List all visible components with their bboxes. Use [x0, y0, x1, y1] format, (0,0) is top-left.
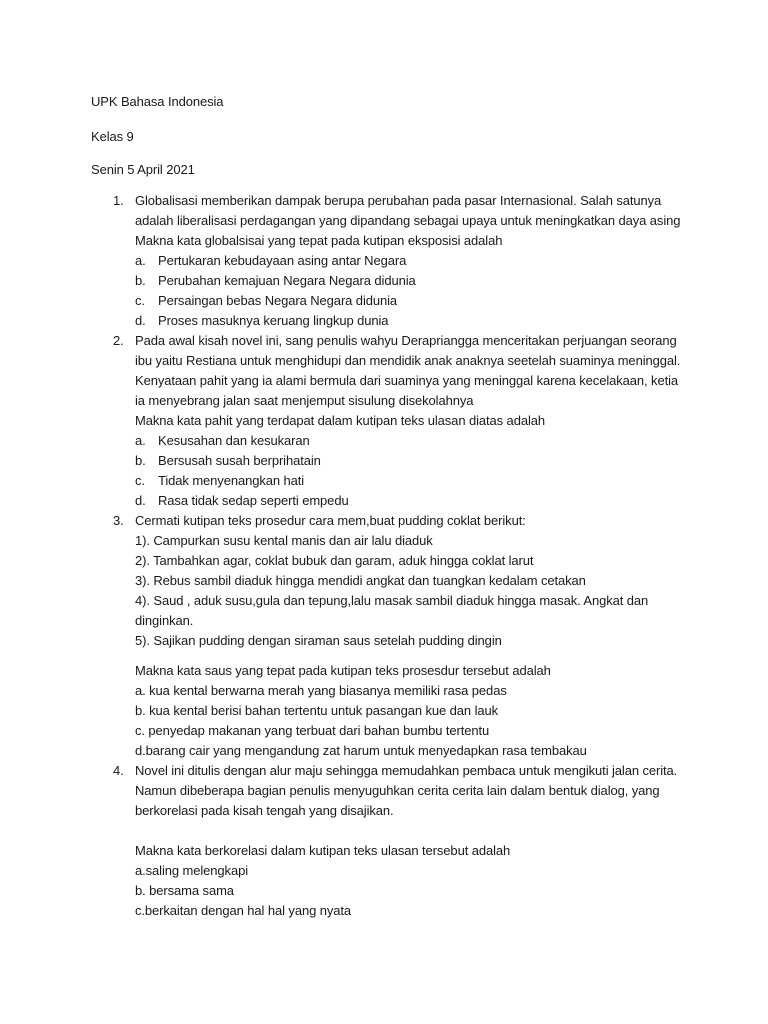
- question-4-line: Namun dibeberapa bagian penulis menyuguhkan cerita cerita lain dalam bentuk dialog, yang: [135, 783, 660, 798]
- option-text: Perubahan kemajuan Negara Negara didunia: [158, 273, 416, 288]
- question-3-prompt: Makna kata saus yang tepat pada kutipan teks prosesdur tersebut adalah: [135, 663, 551, 678]
- option-letter: c.: [135, 293, 145, 308]
- option-text: Persaingan bebas Negara Negara didunia: [158, 293, 398, 308]
- option-text: b. kua kental berisi bahan tertentu untuk pasangan kue dan lauk: [135, 703, 499, 718]
- question-4-line: berkorelasi pada kisah tengah yang disajikan.: [135, 803, 394, 818]
- question-2-prompt: Makna kata pahit yang terdapat dalam kutipan teks ulasan diatas adalah: [135, 413, 545, 428]
- question-3-line: Cermati kutipan teks prosedur cara mem,buat pudding coklat berikut:: [135, 513, 526, 528]
- option-letter: b.: [135, 453, 146, 468]
- option-letter: a.: [135, 253, 146, 268]
- procedure-step: 4). Saud , aduk susu,gula dan tepung,lalu masak sambil diaduk hingga masak. Angkat dan: [135, 593, 649, 608]
- question-4-prompt: Makna kata berkorelasi dalam kutipan teks ulasan tersebut adalah: [135, 843, 511, 858]
- question-1-prompt: Makna kata globalsisai yang tepat pada kutipan eksposisi adalah: [135, 233, 503, 248]
- procedure-step: 1). Campurkan susu kental manis dan air lalu diaduk: [135, 533, 433, 548]
- option-text: Bersusah susah berprihatain: [158, 453, 321, 468]
- option-letter: d.: [135, 493, 146, 508]
- option-letter: c.: [135, 473, 145, 488]
- question-2-line: ia menyebrang jalan saat menjemput sisulung disekolahnya: [135, 393, 474, 408]
- question-2-line: Pada awal kisah novel ini, sang penulis wahyu Derapriangga menceritakan perjuangan seorang: [135, 333, 677, 348]
- option-text: d.barang cair yang mengandung zat harum untuk menyedapkan rasa tembakau: [135, 743, 587, 758]
- question-4-line: Novel ini ditulis dengan alur maju sehingga memudahkan pembaca untuk mengikuti jalan cerita.: [135, 763, 678, 778]
- question-1-line: adalah liberalisasi perdagangan yang dipandang sebagai upaya untuk meningkatkan daya asing: [135, 213, 681, 228]
- procedure-step: 3). Rebus sambil diaduk hingga mendidi angkat dan tuangkan kedalam cetakan: [135, 573, 586, 588]
- grade-label: Kelas 9: [91, 129, 134, 144]
- option-letter: b.: [135, 273, 146, 288]
- procedure-step: dinginkan.: [135, 613, 194, 628]
- question-2-line: Kenyataan pahit yang ia alami bermula dari suaminya yang meninggal karena kecelakaan, ketia: [135, 373, 679, 388]
- question-1-line: Globalisasi memberikan dampak berupa perubahan pada pasar Internasional. Salah satunya: [135, 193, 662, 208]
- question-2-line: ibu yaitu Restiana untuk menghidupi dan mendidik anak anaknya seetelah suaminya meninggal.: [135, 353, 681, 368]
- procedure-step: 5). Sajikan pudding dengan siraman saus setelah pudding dingin: [135, 633, 502, 648]
- document-title: UPK Bahasa Indonesia: [91, 94, 224, 109]
- question-3-number: 3.: [113, 513, 124, 528]
- question-1-number: 1.: [113, 193, 124, 208]
- question-4-number: 4.: [113, 763, 124, 778]
- option-text: a.saling melengkapi: [135, 863, 249, 878]
- option-text: Kesusahan dan kesukaran: [158, 433, 310, 448]
- option-letter: a.: [135, 433, 146, 448]
- option-text: c. penyedap makanan yang terbuat dari bahan bumbu tertentu: [135, 723, 490, 738]
- option-text: Rasa tidak sedap seperti empedu: [158, 493, 349, 508]
- option-text: Tidak menyenangkan hati: [158, 473, 305, 488]
- option-text: b. bersama sama: [135, 883, 234, 898]
- question-2-number: 2.: [113, 333, 124, 348]
- option-text: Proses masuknya keruang lingkup dunia: [158, 313, 389, 328]
- exam-date: Senin 5 April 2021: [91, 162, 195, 177]
- procedure-step: 2). Tambahkan agar, coklat bubuk dan garam, aduk hingga coklat larut: [135, 553, 534, 568]
- option-letter: d.: [135, 313, 146, 328]
- option-text: a. kua kental berwarna merah yang biasanya memiliki rasa pedas: [135, 683, 507, 698]
- option-text: c.berkaitan dengan hal hal yang nyata: [135, 903, 352, 918]
- option-text: Pertukaran kebudayaan asing antar Negara: [158, 253, 407, 268]
